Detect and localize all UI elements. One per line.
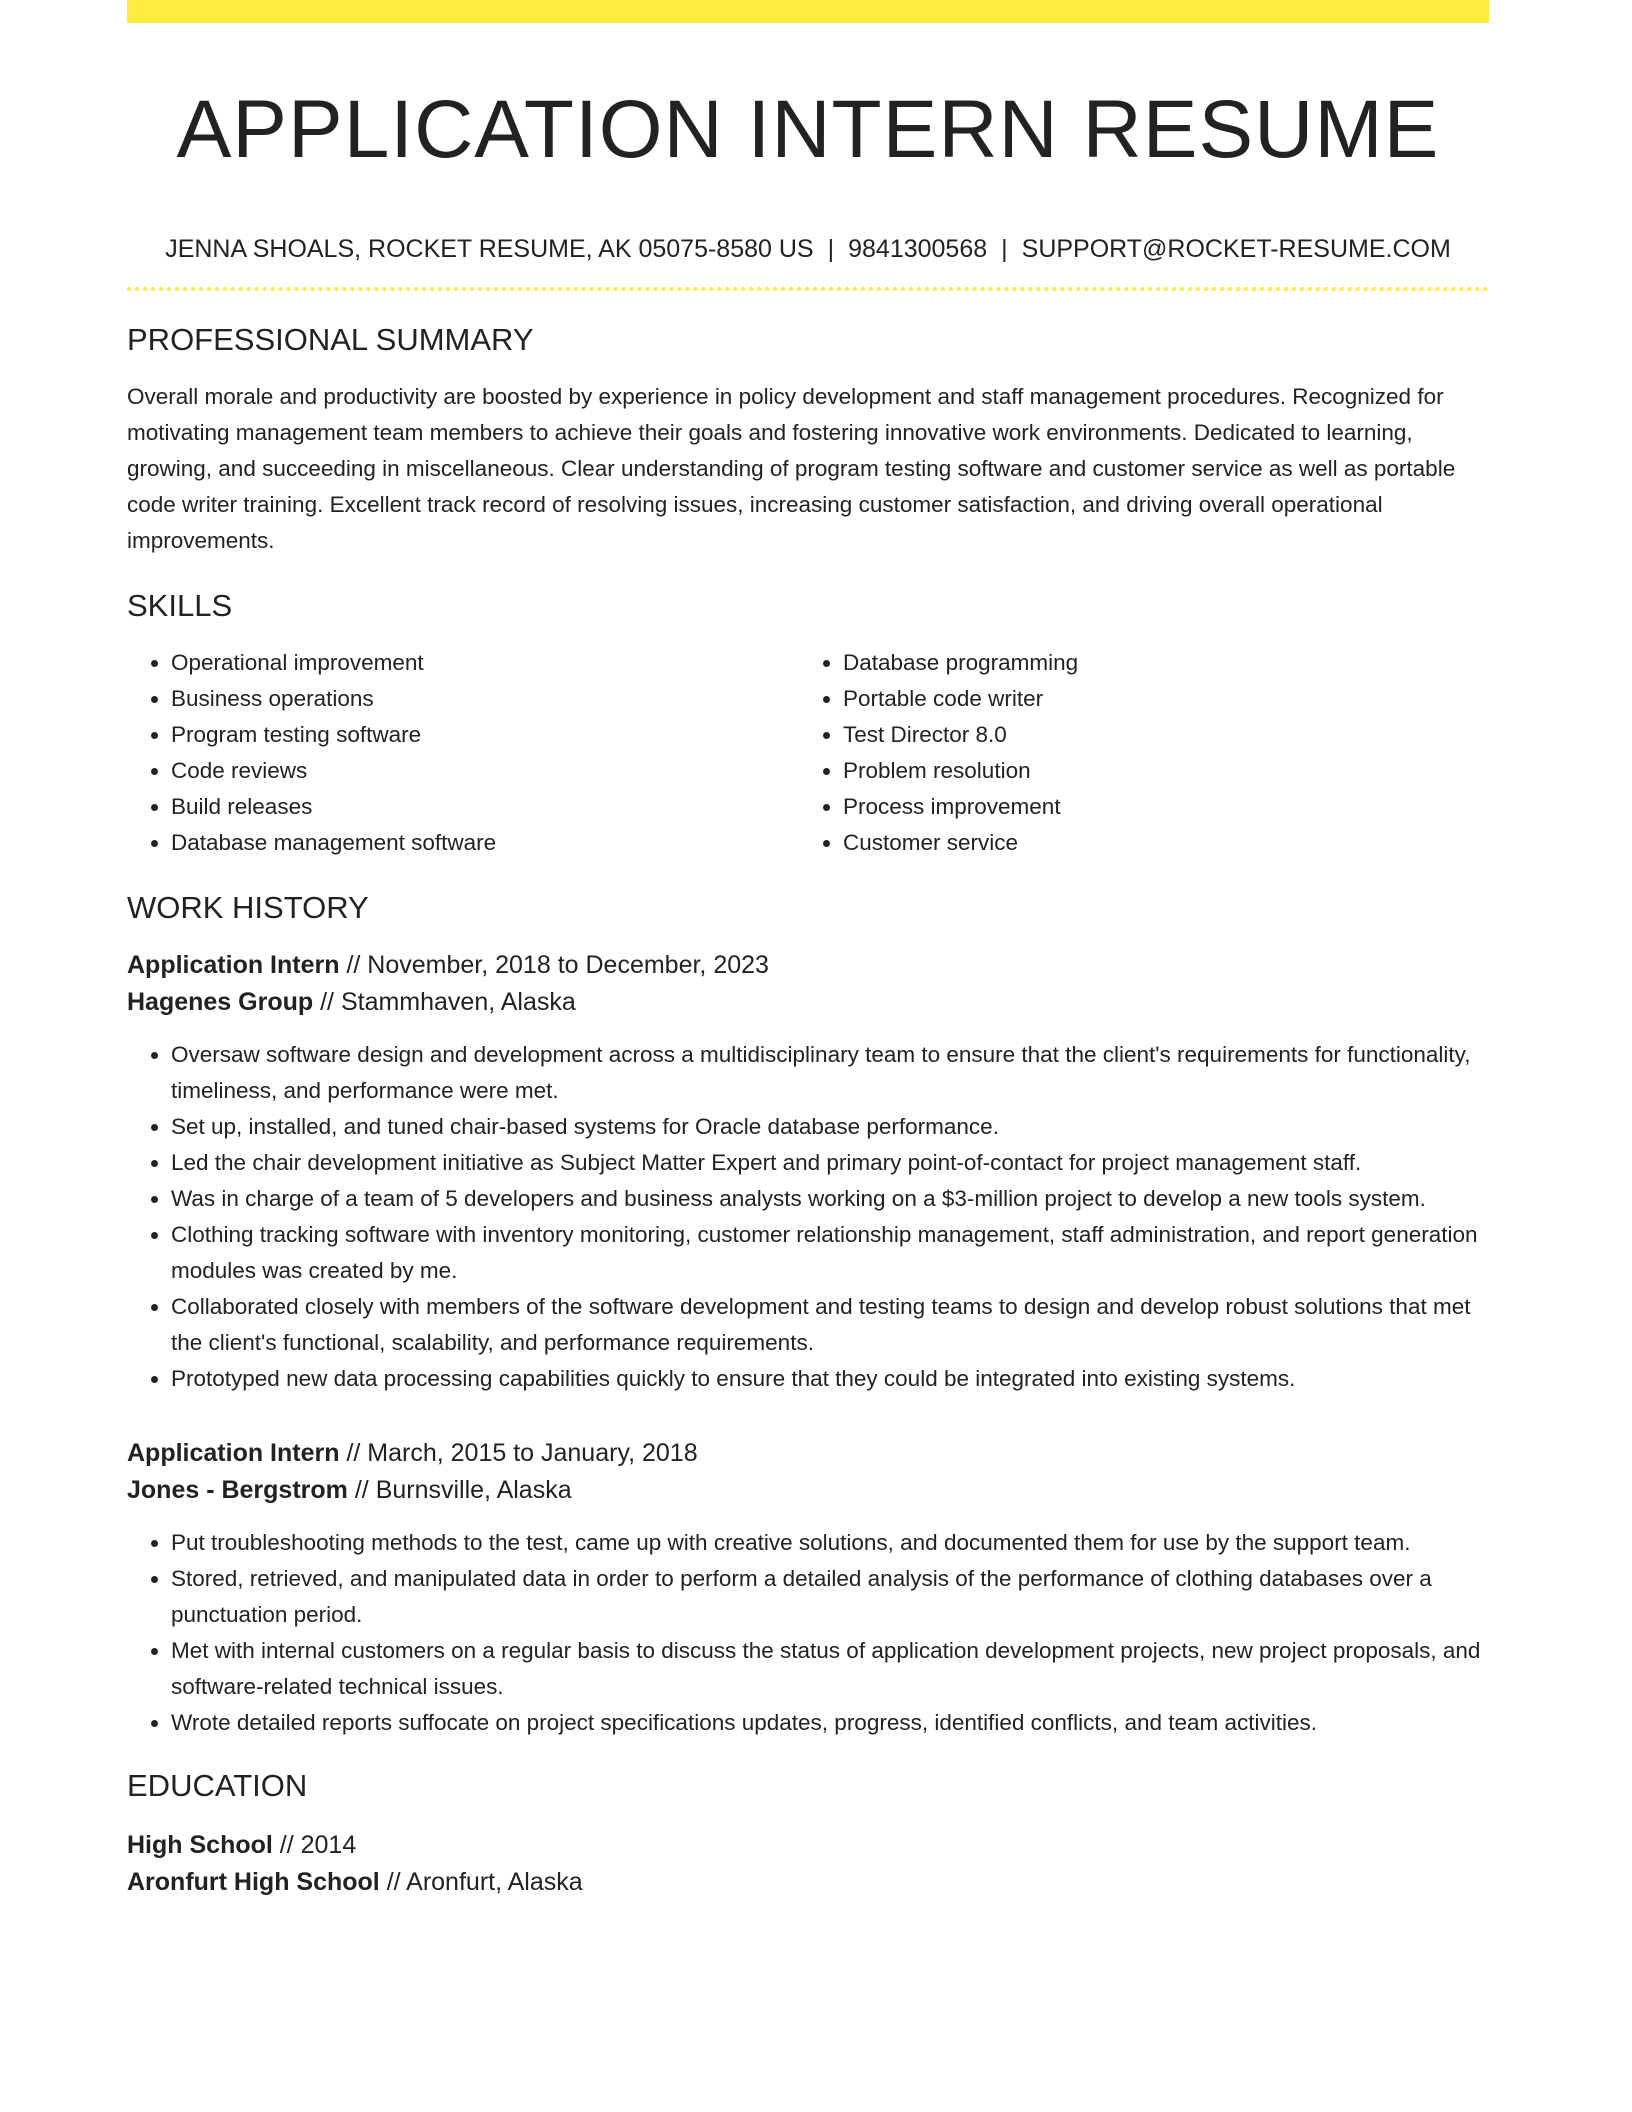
job-bullets xyxy=(127,1037,1489,1397)
job-separator: // xyxy=(339,1439,368,1467)
education-entry xyxy=(127,1827,1489,1901)
skill-item: • Program testing software xyxy=(171,717,799,753)
education-school-line xyxy=(127,1864,1489,1901)
job-title-line xyxy=(127,947,1489,984)
education-degree: High School xyxy=(127,1831,273,1859)
skill-item: • Build releases xyxy=(171,789,799,825)
job-company-line xyxy=(127,1472,1489,1509)
skills-column-right xyxy=(799,645,1471,861)
job-title: Application Intern xyxy=(127,1439,340,1467)
job-bullet: • Stored, retrieved, and manipulated data in order to perform a detailed analysis of the performance of clothing databases over a punctuation period. xyxy=(171,1561,1489,1633)
skill-item: • Code reviews xyxy=(171,753,799,789)
skills-list xyxy=(127,645,1489,861)
contact-separator: | xyxy=(1001,235,1008,263)
job-location: Stammhaven, Alaska xyxy=(340,988,576,1016)
job-bullet: • Clothing tracking software with inventory monitoring, customer relationship management, staff administration, and report generation modules was created by me. xyxy=(171,1217,1489,1289)
job-bullet: • Wrote detailed reports suffocate on project specifications updates, progress, identified conflicts, and team activities. xyxy=(171,1705,1489,1741)
skills-heading: SKILLS xyxy=(127,588,233,623)
skill-item: • Database management software xyxy=(171,825,799,861)
education-heading: EDUCATION xyxy=(127,1768,308,1803)
contact-email: SUPPORT@ROCKET-RESUME.COM xyxy=(1021,235,1451,263)
skill-item: • Customer service xyxy=(843,825,1471,861)
job-separator: // xyxy=(339,951,368,979)
skill-item: • Problem resolution xyxy=(843,753,1471,789)
job-title: Application Intern xyxy=(127,951,340,979)
education-separator: // xyxy=(379,1868,407,1896)
job-title-line xyxy=(127,1435,1489,1472)
skill-item: • Portable code writer xyxy=(843,681,1471,717)
resume-page xyxy=(127,0,1489,1901)
summary-text: Overall morale and productivity are boosted by experience in policy development and staff management procedures. Recognized for motivating management team members to achieve their goals and fostering innovative work environments. Dedicated to learning, growing, and succeeding in miscellaneous. Clear understanding of program testing software and customer service as well as portable code writer training. Excellent track record of resolving issues, increasing customer satisfaction, and driving overall operational improvements. xyxy=(127,384,1456,553)
job-company: Hagenes Group xyxy=(127,988,314,1016)
skill-item: • Operational improvement xyxy=(171,645,799,681)
job-bullet: • Collaborated closely with members of the software development and testing teams to design and develop robust solutions that met the client's functional, scalability, and performance requirements. xyxy=(171,1289,1489,1361)
job-entry xyxy=(127,947,1489,1397)
summary-heading: PROFESSIONAL SUMMARY xyxy=(127,322,534,357)
job-bullet: • Led the chair development initiative as Subject Matter Expert and primary point-of-contact for project management staff. xyxy=(171,1145,1489,1181)
contact-line xyxy=(127,233,1489,265)
skill-item: • Process improvement xyxy=(843,789,1471,825)
job-company: Jones - Bergstrom xyxy=(127,1476,348,1504)
job-bullet: • Set up, installed, and tuned chair-based systems for Oracle database performance. xyxy=(171,1109,1489,1145)
job-location: Burnsville, Alaska xyxy=(375,1476,572,1504)
education-location: Aronfurt, Alaska xyxy=(406,1868,583,1896)
job-bullets xyxy=(127,1525,1489,1741)
top-accent-bar xyxy=(127,0,1489,23)
job-bullet: • Met with internal customers on a regular basis to discuss the status of application development projects, new project proposals, and software-related technical issues. xyxy=(171,1633,1489,1705)
job-separator: // xyxy=(313,988,341,1016)
skill-item: • Database programming xyxy=(843,645,1471,681)
work-history-heading: WORK HISTORY xyxy=(127,890,369,925)
skill-item: • Test Director 8.0 xyxy=(843,717,1471,753)
education-degree-line xyxy=(127,1827,1489,1864)
skill-item: • Business operations xyxy=(171,681,799,717)
contact-separator: | xyxy=(827,235,835,263)
job-company-line xyxy=(127,984,1489,1021)
job-dates: March, 2015 to January, 2018 xyxy=(367,1439,698,1467)
education-separator: // xyxy=(272,1831,301,1859)
resume-title: APPLICATION INTERN RESUME xyxy=(176,84,1440,175)
job-dates: November, 2018 to December, 2023 xyxy=(367,951,769,979)
job-bullet: • Prototyped new data processing capabilities quickly to ensure that they could be integrated into existing systems. xyxy=(171,1361,1489,1397)
education-year: 2014 xyxy=(300,1831,357,1859)
job-bullet: • Was in charge of a team of 5 developers and business analysts working on a $3-million project to develop a new tools system. xyxy=(171,1181,1489,1217)
job-bullet: • Put troubleshooting methods to the test, came up with creative solutions, and documented them for use by the support team. xyxy=(171,1525,1489,1561)
education-school: Aronfurt High School xyxy=(127,1868,380,1896)
contact-phone: 9841300568 xyxy=(848,235,988,263)
contact-address: JENNA SHOALS, ROCKET RESUME, AK 05075-8580 US xyxy=(165,235,814,263)
job-bullet: • Oversaw software design and development across a multidisciplinary team to ensure that the client's requirements for functionality, timeliness, and performance were met. xyxy=(171,1037,1489,1109)
job-entry xyxy=(127,1435,1489,1741)
job-separator: // xyxy=(347,1476,376,1504)
skills-column-left xyxy=(127,645,799,861)
dotted-divider xyxy=(127,287,1489,291)
